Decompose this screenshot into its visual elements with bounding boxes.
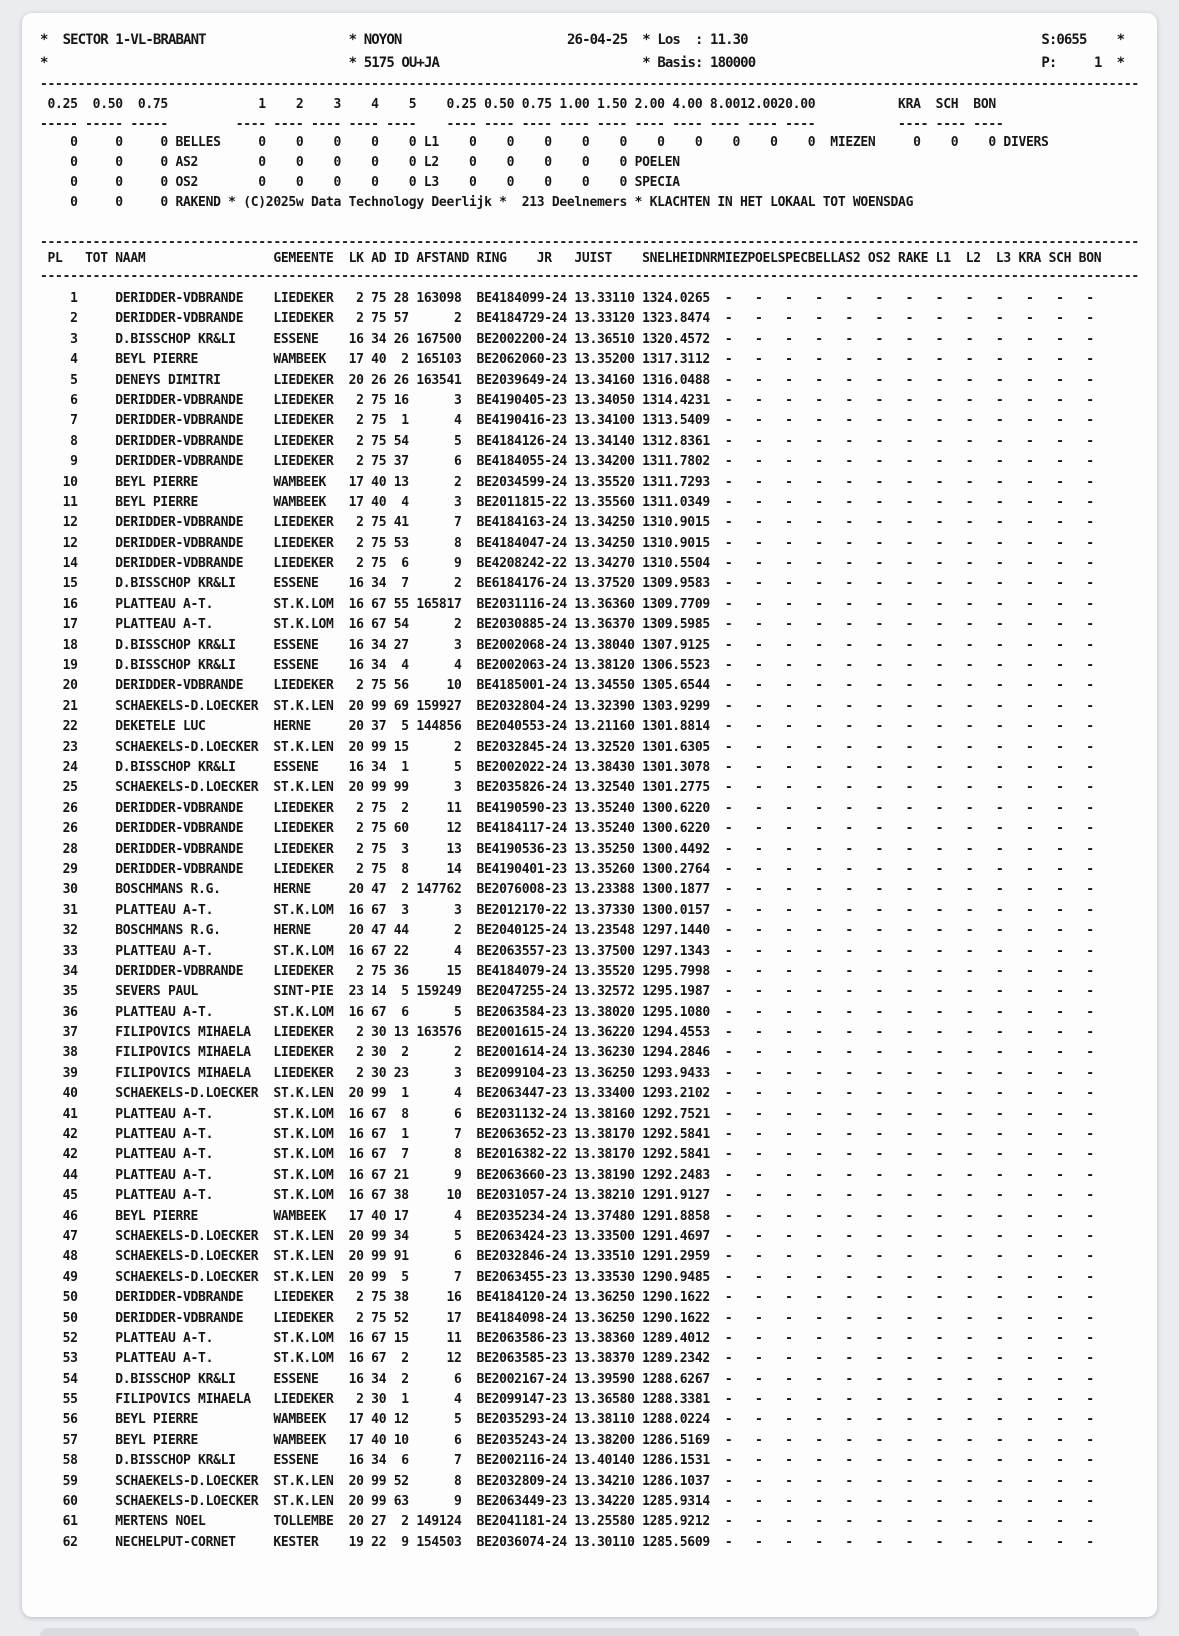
table-row: 15 D.BISSCHOP KR&LI ESSENE 16 34 7 2 BE6184176-24 13.37520 1309.9583 - - - - - - - - - - - - - <box>40 576 1139 592</box>
table-row: 35 SEVERS PAUL SINT-PIE 23 14 5 159249 BE2047255-24 13.32572 1295.1987 - - - - - - - - - - - - - <box>40 984 1139 1000</box>
table-row: 34 DERIDDER-VDBRANDE LIEDEKER 2 75 36 15 BE4184079-24 13.35520 1295.7998 - - - - - - - - - - - - - <box>40 963 1139 979</box>
table-row: 48 SCHAEKELS-D.LOECKER ST.K.LEN 20 99 91 6 BE2032846-24 13.33510 1291.2959 - - - - - - - - - - - - - <box>40 1249 1139 1265</box>
table-row: 10 BEYL PIERRE WAMBEEK 17 40 13 2 BE2034599-24 13.35520 1311.7293 - - - - - - - - - - - - - <box>40 474 1139 490</box>
table-row: 28 DERIDDER-VDBRANDE LIEDEKER 2 75 3 13 BE4190536-23 13.35250 1300.4492 - - - - - - - - - - - - - <box>40 841 1139 857</box>
table-row: 36 PLATTEAU A-T. ST.K.LOM 16 67 6 5 BE2063584-23 13.38020 1295.1080 - - - - - - - - - - - - - <box>40 1004 1139 1020</box>
table-row: 37 FILIPOVICS MIHAELA LIEDEKER 2 30 13 163576 BE2001615-24 13.36220 1294.4553 - - - - - - - - - - - - - <box>40 1025 1139 1041</box>
summary-row: 0 0 0 AS2 0 0 0 0 0 L2 0 0 0 0 0 POELEN <box>40 155 1139 170</box>
table-row: 45 PLATTEAU A-T. ST.K.LOM 16 67 38 10 BE2031057-24 13.38210 1291.9127 - - - - - - - - - - - - - <box>40 1188 1139 1204</box>
table-row: 61 MERTENS NOEL TOLLEMBE 20 27 2 149124 BE2041181-24 13.25580 1285.9212 - - - - - - - - - - - - - <box>40 1514 1139 1530</box>
separator-line: -------------------------------------------------------------------------------------------------------------------------------------------------- <box>40 77 1139 92</box>
summary-row: 0 0 0 BELLES 0 0 0 0 0 L1 0 0 0 0 0 0 0 0 0 0 MIEZEN 0 0 0 DIVERS <box>40 135 1139 150</box>
table-row: 14 DERIDDER-VDBRANDE LIEDEKER 2 75 6 9 BE4208242-22 13.34270 1310.5504 - - - - - - - - - - - - - <box>40 556 1139 572</box>
table-row: 59 SCHAEKELS-D.LOECKER ST.K.LEN 20 99 52 8 BE2032809-24 13.34210 1286.1037 - - - - - - - - - - - - - <box>40 1473 1139 1489</box>
table-row: 62 NECHELPUT-CORNET KESTER 19 22 9 154503 BE2036074-24 13.30110 1285.5609 - - - - - - - - - - - - - <box>40 1534 1139 1550</box>
table-row: 2 DERIDDER-VDBRANDE LIEDEKER 2 75 57 2 BE4184729-24 13.33120 1323.8474 - - - - - - - - - - - - - <box>40 311 1139 327</box>
table-row: 40 SCHAEKELS-D.LOECKER ST.K.LEN 20 99 1 4 BE2063447-23 13.33400 1293.2102 - - - - - - - - - - - - - <box>40 1086 1139 1102</box>
table-row: 32 BOSCHMANS R.G. HERNE 20 47 44 2 BE2040125-24 13.23548 1297.1440 - - - - - - - - - - - - - <box>40 923 1139 939</box>
prize-scale-underline: ----- ----- ----- ---- ---- ---- ---- ---- ---- ---- ---- ---- ---- ---- ---- ---- ---- ---- ---- ---- ---- <box>40 117 1139 132</box>
table-row: 12 DERIDDER-VDBRANDE LIEDEKER 2 75 41 7 BE4184163-24 13.34250 1310.9015 - - - - - - - - - - - - - <box>40 515 1139 531</box>
table-row: 54 D.BISSCHOP KR&LI ESSENE 16 34 2 6 BE2002167-24 13.39590 1288.6267 - - - - - - - - - - - - - <box>40 1371 1139 1387</box>
table-row: 38 FILIPOVICS MIHAELA LIEDEKER 2 30 2 2 BE2001614-24 13.36230 1294.2846 - - - - - - - - - - - - - <box>40 1045 1139 1061</box>
table-row: 26 DERIDDER-VDBRANDE LIEDEKER 2 75 60 12 BE4184117-24 13.35240 1300.6220 - - - - - - - - - - - - - <box>40 821 1139 837</box>
table-row: 52 PLATTEAU A-T. ST.K.LOM 16 67 15 11 BE2063586-23 13.38360 1289.4012 - - - - - - - - - - - - - <box>40 1330 1139 1346</box>
table-row: 55 FILIPOVICS MIHAELA LIEDEKER 2 30 1 4 BE2099147-23 13.36580 1288.3381 - - - - - - - - - - - - - <box>40 1392 1139 1408</box>
report-body <box>22 13 1157 1553</box>
report-header-line-1: * SECTOR 1-VL-BRABANT * NOYON 26-04-25 * Los : 11.30 S:0655 * <box>40 32 1140 48</box>
table-row: 46 BEYL PIERRE WAMBEEK 17 40 17 4 BE2035234-24 13.37480 1291.8858 - - - - - - - - - - - - - <box>40 1208 1139 1224</box>
table-row: 42 PLATTEAU A-T. ST.K.LOM 16 67 7 8 BE2016382-22 13.38170 1292.5841 - - - - - - - - - - - - - <box>40 1147 1139 1163</box>
table-row: 47 SCHAEKELS-D.LOECKER ST.K.LEN 20 99 34 5 BE2063424-23 13.33500 1291.4697 - - - - - - - - - - - - - <box>40 1228 1139 1244</box>
table-row: 49 SCHAEKELS-D.LOECKER ST.K.LEN 20 99 5 7 BE2063455-23 13.33530 1290.9485 - - - - - - - - - - - - - <box>40 1269 1139 1285</box>
separator-line: -------------------------------------------------------------------------------------------------------------------------------------------------- <box>40 235 1139 250</box>
table-row: 41 PLATTEAU A-T. ST.K.LOM 16 67 8 6 BE2031132-24 13.38160 1292.7521 - - - - - - - - - - - - - <box>40 1106 1139 1122</box>
table-row: 44 PLATTEAU A-T. ST.K.LOM 16 67 21 9 BE2063660-23 13.38190 1292.2483 - - - - - - - - - - - - - <box>40 1167 1139 1183</box>
table-row: 42 PLATTEAU A-T. ST.K.LOM 16 67 1 7 BE2063652-23 13.38170 1292.5841 - - - - - - - - - - - - - <box>40 1127 1139 1143</box>
separator-line: -------------------------------------------------------------------------------------------------------------------------------------------------- <box>40 269 1139 284</box>
table-row: 4 BEYL PIERRE WAMBEEK 17 40 2 165103 BE2062060-23 13.35200 1317.3112 - - - - - - - - - - - - - <box>40 352 1139 368</box>
table-row: 20 DERIDDER-VDBRANDE LIEDEKER 2 75 56 10 BE4185001-24 13.34550 1305.6544 - - - - - - - - - - - - - <box>40 678 1139 694</box>
table-row: 25 SCHAEKELS-D.LOECKER ST.K.LEN 20 99 99 3 BE2035826-24 13.32540 1301.2775 - - - - - - - - - - - - - <box>40 780 1139 796</box>
report-page <box>22 13 1157 1617</box>
table-row: 5 DENEYS DIMITRI LIEDEKER 20 26 26 163541 BE2039649-24 13.34160 1316.0488 - - - - - - - - - - - - - <box>40 372 1139 388</box>
table-row: 33 PLATTEAU A-T. ST.K.LOM 16 67 22 4 BE2063557-23 13.37500 1297.1343 - - - - - - - - - - - - - <box>40 943 1139 959</box>
table-row: 3 D.BISSCHOP KR&LI ESSENE 16 34 26 167500 BE2002200-24 13.36510 1320.4572 - - - - - - - - - - - - - <box>40 331 1139 347</box>
table-row: 58 D.BISSCHOP KR&LI ESSENE 16 34 6 7 BE2002116-24 13.40140 1286.1531 - - - - - - - - - - - - - <box>40 1453 1139 1469</box>
table-row: 57 BEYL PIERRE WAMBEEK 17 40 10 6 BE2035243-24 13.38200 1286.5169 - - - - - - - - - - - - - <box>40 1432 1139 1448</box>
table-row: 22 DEKETELE LUC HERNE 20 37 5 144856 BE2040553-24 13.21160 1301.8814 - - - - - - - - - - - - - <box>40 719 1139 735</box>
table-row: 21 SCHAEKELS-D.LOECKER ST.K.LEN 20 99 69 159927 BE2032804-24 13.32390 1303.9299 - - - - - - - - - - - - - <box>40 698 1139 714</box>
table-column-header: PL TOT NAAM GEMEENTE LK AD ID AFSTAND RING JR JUIST SNELHEIDNRMIEZPOELSPECBELLAS2 OS2 RAKE L1 L2 L3 KRA SCH BON <box>40 251 1139 266</box>
table-row: 12 DERIDDER-VDBRANDE LIEDEKER 2 75 53 8 BE4184047-24 13.34250 1310.9015 - - - - - - - - - - - - - <box>40 535 1139 551</box>
report-header-line-2: * * 5175 OU+JA * Basis: 180000 P: 1 * <box>40 55 1140 71</box>
table-row: 8 DERIDDER-VDBRANDE LIEDEKER 2 75 54 5 BE4184126-24 13.34140 1312.8361 - - - - - - - - - - - - - <box>40 433 1139 449</box>
table-row: 29 DERIDDER-VDBRANDE LIEDEKER 2 75 8 14 BE4190401-23 13.35260 1300.2764 - - - - - - - - - - - - - <box>40 861 1139 877</box>
table-row: 60 SCHAEKELS-D.LOECKER ST.K.LEN 20 99 63 9 BE2063449-23 13.34220 1285.9314 - - - - - - - - - - - - - <box>40 1494 1139 1510</box>
table-row: 1 DERIDDER-VDBRANDE LIEDEKER 2 75 28 163098 BE4184099-24 13.33110 1324.0265 - - - - - - - - - - - - - <box>40 291 1139 306</box>
table-row: 50 DERIDDER-VDBRANDE LIEDEKER 2 75 38 16 BE4184120-24 13.36250 1290.1622 - - - - - - - - - - - - - <box>40 1290 1139 1306</box>
table-row: 7 DERIDDER-VDBRANDE LIEDEKER 2 75 1 4 BE4190416-23 13.34100 1313.5409 - - - - - - - - - - - - - <box>40 413 1139 429</box>
table-row: 17 PLATTEAU A-T. ST.K.LOM 16 67 54 2 BE2030885-24 13.36370 1309.5985 - - - - - - - - - - - - - <box>40 617 1139 633</box>
summary-row: 0 0 0 RAKEND * (C)2025w Data Technology Deerlijk * 213 Deelnemers * KLACHTEN IN HET LOKAAL TOT WOENSDAG <box>40 195 1139 210</box>
table-row: 19 D.BISSCHOP KR&LI ESSENE 16 34 4 4 BE2002063-24 13.38120 1306.5523 - - - - - - - - - - - - - <box>40 658 1139 674</box>
table-row: 56 BEYL PIERRE WAMBEEK 17 40 12 5 BE2035293-24 13.38110 1288.0224 - - - - - - - - - - - - - <box>40 1412 1139 1428</box>
table-row: 31 PLATTEAU A-T. ST.K.LOM 16 67 3 3 BE2012170-22 13.37330 1300.0157 - - - - - - - - - - - - - <box>40 902 1139 918</box>
table-row: 6 DERIDDER-VDBRANDE LIEDEKER 2 75 16 3 BE4190405-23 13.34050 1314.4231 - - - - - - - - - - - - - <box>40 392 1139 408</box>
table-row: 30 BOSCHMANS R.G. HERNE 20 47 2 147762 BE2076008-23 13.23388 1300.1877 - - - - - - - - - - - - - <box>40 882 1139 898</box>
table-row: 23 SCHAEKELS-D.LOECKER ST.K.LEN 20 99 15 2 BE2032845-24 13.32520 1301.6305 - - - - - - - - - - - - - <box>40 739 1139 755</box>
table-row: 11 BEYL PIERRE WAMBEEK 17 40 4 3 BE2011815-22 13.35560 1311.0349 - - - - - - - - - - - - - <box>40 494 1139 510</box>
table-row: 53 PLATTEAU A-T. ST.K.LOM 16 67 2 12 BE2063585-23 13.38370 1289.2342 - - - - - - - - - - - - - <box>40 1351 1139 1367</box>
table-row: 16 PLATTEAU A-T. ST.K.LOM 16 67 55 165817 BE2031116-24 13.36360 1309.7709 - - - - - - - - - - - - - <box>40 596 1139 612</box>
results-table <box>40 289 1157 1553</box>
table-row: 39 FILIPOVICS MIHAELA LIEDEKER 2 30 23 3 BE2099104-23 13.36250 1293.9433 - - - - - - - - - - - - - <box>40 1065 1139 1081</box>
summary-row: 0 0 0 OS2 0 0 0 0 0 L3 0 0 0 0 0 SPECIA <box>40 175 1139 190</box>
next-page-edge <box>40 1628 1139 1636</box>
table-row: 26 DERIDDER-VDBRANDE LIEDEKER 2 75 2 11 BE4190590-23 13.35240 1300.6220 - - - - - - - - - - - - - <box>40 800 1139 816</box>
table-row: 9 DERIDDER-VDBRANDE LIEDEKER 2 75 37 6 BE4184055-24 13.34200 1311.7802 - - - - - - - - - - - - - <box>40 454 1139 470</box>
table-row: 24 D.BISSCHOP KR&LI ESSENE 16 34 1 5 BE2002022-24 13.38430 1301.3078 - - - - - - - - - - - - - <box>40 759 1139 775</box>
table-row: 18 D.BISSCHOP KR&LI ESSENE 16 34 27 3 BE2002068-24 13.38040 1307.9125 - - - - - - - - - - - - - <box>40 637 1139 653</box>
prize-scale-header: 0.25 0.50 0.75 1 2 3 4 5 0.25 0.50 0.75 1.00 1.50 2.00 4.00 8.0012.0020.00 KRA SCH BON <box>40 97 1139 112</box>
table-row: 50 DERIDDER-VDBRANDE LIEDEKER 2 75 52 17 BE4184098-24 13.36250 1290.1622 - - - - - - - - - - - - - <box>40 1310 1139 1326</box>
